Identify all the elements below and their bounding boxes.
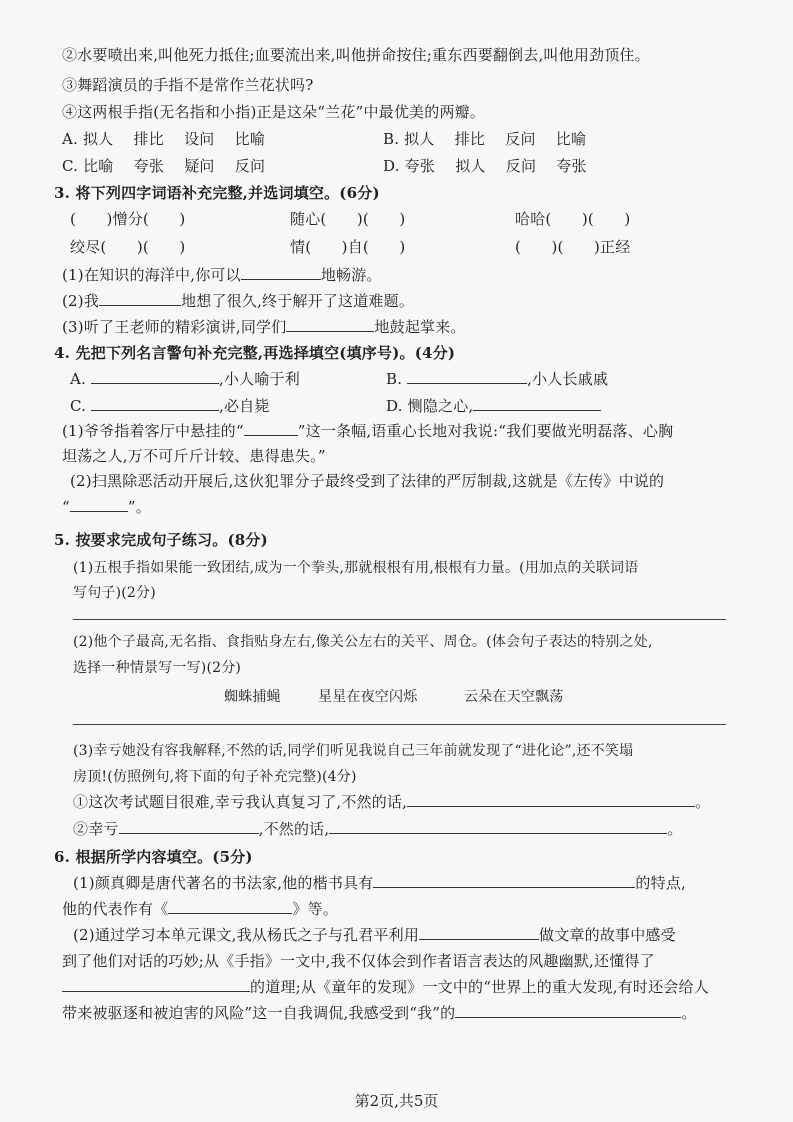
- idiom-blank: 随心( )( ): [290, 210, 406, 228]
- sentence-text: 地畅游。: [320, 266, 382, 284]
- answer-blank[interactable]: [473, 395, 601, 411]
- item-4-sentence: ④这两根手指(无名指和小指)正是这朵“兰花”中最优美的两瓣。: [62, 103, 486, 121]
- period: 。: [695, 793, 711, 811]
- sentence-text: 他的代表作有《: [62, 900, 169, 918]
- answer-blank[interactable]: [99, 290, 181, 306]
- answer-blank[interactable]: [419, 924, 539, 940]
- question-4-title: 4. 先把下列名言警句补充完整,再选择填空(填序号)。(4分): [54, 344, 456, 362]
- sentence-text: ”这一条幅,语重心长地对我说:“我们要做光明磊落、心胸: [297, 422, 674, 440]
- fill-sentence: [62, 316, 466, 338]
- sentence-text: 写句子)(2分): [73, 585, 156, 601]
- sentence-text: (3)幸亏她没有容我解释,不然的话,同学们听见我说自己三年前就发现了“进化论”,还不笑塌: [73, 743, 634, 759]
- sentence-text: ①这次考试题目很难,幸亏我认真复习了,不然的话,: [73, 793, 408, 811]
- item-2-sentence: ②水要喷出来,叫他死力抵住;血要流出来,叫他拼命按住;重东西要翻倒去,叫他用劲顶住。: [62, 46, 650, 64]
- period: 。: [667, 820, 683, 838]
- answer-blank[interactable]: [329, 818, 667, 834]
- page-number: 第2页,共5页: [354, 1092, 439, 1110]
- period: 。: [681, 1004, 697, 1022]
- sentence-text: 做文章的故事中感受: [539, 926, 676, 944]
- sentence-text: (1)颜真卿是唐代著名的书法家,他的楷书具有: [73, 874, 374, 892]
- fill-sentence: [62, 420, 673, 442]
- quote-close: ”。: [127, 498, 151, 516]
- proverb-a: [70, 368, 300, 390]
- answer-blank[interactable]: [244, 420, 298, 436]
- question-3-title: 3. 将下列四字词语补充完整,并选词填空。(6分): [54, 184, 380, 202]
- fill-sentence: [73, 791, 710, 813]
- label: A.: [70, 370, 87, 388]
- answer-blank[interactable]: [62, 976, 250, 992]
- answer-blank[interactable]: [241, 264, 321, 280]
- sentence-text: (2)他个子最高,无名指、食指贴身左右,像关公左右的关平、周仓。(体会句子表达的特别之处,: [73, 634, 653, 650]
- answer-blank[interactable]: [168, 898, 292, 914]
- sentence-text: 带来被驱逐和被迫害的风险”这一自我调侃,我感受到“我”的: [62, 1004, 456, 1022]
- answer-line[interactable]: [73, 619, 726, 620]
- answer-blank[interactable]: [407, 791, 695, 807]
- scenario-option: 云朵在天空飘荡: [464, 689, 564, 705]
- answer-blank[interactable]: [407, 368, 527, 384]
- fill-sentence: [62, 1002, 697, 1024]
- fill-sentence: [62, 976, 709, 998]
- scenario-option: 星星在夜空闪烁: [318, 689, 418, 705]
- fill-sentence: [62, 290, 414, 312]
- answer-blank[interactable]: [455, 1002, 681, 1018]
- sentence-text: 地鼓起掌来。: [374, 318, 466, 336]
- sentence-text: 地想了很久,终于解开了这道难题。: [181, 292, 415, 310]
- fill-sentence: [62, 496, 151, 518]
- answer-blank[interactable]: [91, 395, 219, 411]
- fill-sentence: [73, 924, 676, 946]
- option-c: C. 比喻 夸张 疑问 反问: [62, 157, 266, 175]
- idiom-blank: 绞尽( )( ): [70, 238, 186, 256]
- option-d: D. 夸张 拟人 反问 夸张: [383, 157, 587, 175]
- label: C.: [70, 397, 87, 415]
- sentence-text: 的道理;从《童年的发现》一文中的“世界上的重大发现,有时还会给人: [250, 978, 709, 996]
- idiom-blank: 哈哈( )( ): [515, 210, 631, 228]
- sentence-text: (2)扫黑除恶活动开展后,这伙犯罪分子最终受到了法律的严厉制裁,这就是《左传》中说的: [70, 472, 665, 490]
- fill-sentence: [73, 818, 683, 840]
- sentence-continuation: 坦荡之人,万不可斤斤计较、患得患失。”: [62, 447, 326, 465]
- quote-open: “: [62, 498, 70, 516]
- item-3-sentence: ③舞蹈演员的手指不是常作兰花状吗?: [62, 76, 314, 94]
- sentence-text: (2)通过学习本单元课文,我从杨氏之子与孔君平利用: [73, 926, 420, 944]
- sentence-text: 选择一种情景写一写)(2分): [73, 660, 242, 676]
- option-a: A. 拟人 排比 设问 比喻: [62, 130, 266, 148]
- fill-sentence: [62, 264, 382, 286]
- idiom-blank: 情( )自( ): [290, 238, 406, 256]
- label: B.: [386, 370, 403, 388]
- sentence-text: ②幸亏: [73, 820, 119, 838]
- idiom-blank: ( )憎分( ): [70, 210, 186, 228]
- proverb-text: ,小人长戚戚: [527, 370, 609, 388]
- proverb-c: [70, 395, 270, 417]
- proverb-d: [386, 395, 601, 417]
- fill-sentence: [62, 898, 338, 920]
- fill-sentence: [73, 872, 686, 894]
- proverb-b: [386, 368, 608, 390]
- sentence-text: 房顶!(仿照例句,将下面的句子补充完整)(4分): [73, 769, 357, 785]
- proverb-text: ,必自毙: [219, 397, 270, 415]
- sentence-text: 的特点,: [635, 874, 686, 892]
- idiom-blank: ( )( )正经: [515, 238, 631, 256]
- sentence-text: 》等。: [292, 900, 339, 918]
- sentence-text: (1)在知识的海洋中,你可以: [62, 266, 241, 284]
- answer-blank[interactable]: [91, 368, 219, 384]
- question-6-title: 6. 根据所学内容填空。(5分): [54, 848, 253, 866]
- sentence-text: (2)我: [62, 292, 100, 310]
- option-b: B. 拟人 排比 反问 比喻: [383, 130, 587, 148]
- answer-blank[interactable]: [119, 818, 259, 834]
- proverb-text: D. 恻隐之心,: [386, 397, 474, 415]
- sentence-text: 到了他们对话的巧妙;从《手指》一文中,我不仅体会到作者语言表达的风趣幽默,还懂得了: [62, 952, 655, 970]
- question-5-title: 5. 按要求完成句子练习。(8分): [54, 531, 268, 549]
- proverb-text: ,小人喻于利: [218, 370, 300, 388]
- sentence-text: (3)听了王老师的精彩演讲,同学们: [62, 318, 287, 336]
- answer-blank[interactable]: [70, 496, 128, 512]
- scenario-option: 蜘蛛捕蝇: [224, 689, 281, 705]
- answer-blank[interactable]: [373, 872, 635, 888]
- sentence-text: (1)五根手指如果能一致团结,成为一个拳头,那就根根有用,根根有力量。(用加点的关联词语: [73, 560, 639, 576]
- sentence-text: ,不然的话,: [258, 820, 330, 838]
- sentence-text: (1)爷爷指着客厅中悬挂的“: [62, 422, 244, 440]
- answer-line[interactable]: [73, 724, 726, 725]
- answer-blank[interactable]: [286, 316, 374, 332]
